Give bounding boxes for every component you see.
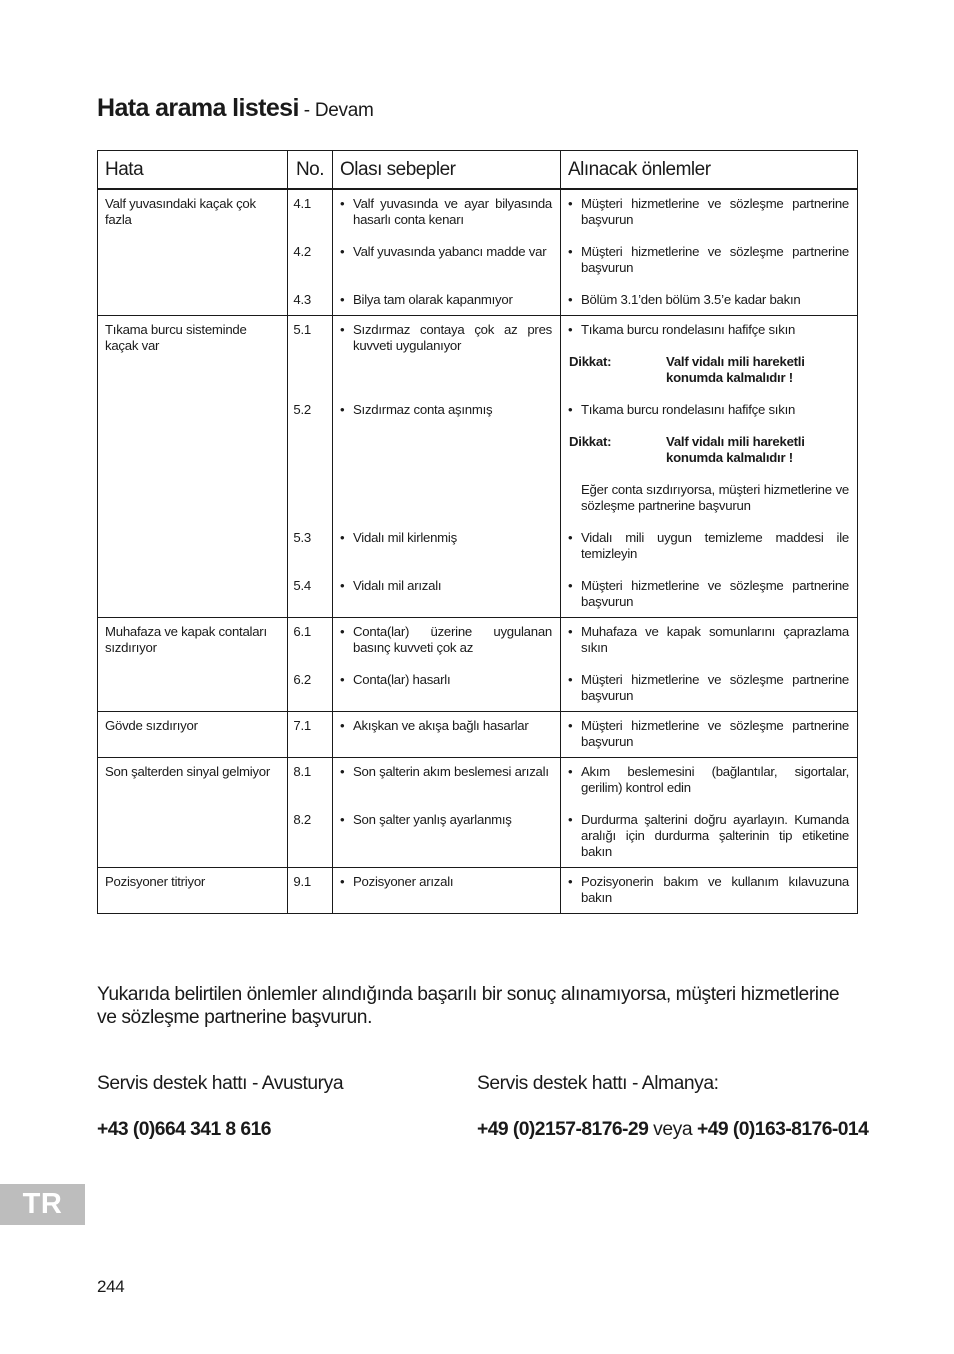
table-row <box>98 712 858 758</box>
cause-text: • Son şalter yanlış ayarlanmış <box>333 812 552 828</box>
item-number: 4.1 <box>293 196 311 211</box>
table-header <box>98 151 858 190</box>
item-number: 4.3 <box>293 292 311 307</box>
table-body <box>98 189 858 914</box>
fault-cell: Valf yuvasındaki kaçak çok fazla <box>98 189 288 316</box>
phone-austria: +43 (0)664 341 8 616 <box>97 1119 271 1140</box>
action-text: • Muhafaza ve kapak somunlarını çaprazlama sıkın <box>561 624 849 656</box>
warning-text: Valf vidalı mili hareketli konumda kalmalıdır ! <box>666 434 805 465</box>
cause-text: • Valf yuvasında yabancı madde var <box>333 244 552 260</box>
cause-text: • Conta(lar) üzerine uygulanan basınç kuvveti çok az <box>333 624 552 656</box>
item-number: 6.1 <box>293 624 311 639</box>
number-cell <box>288 189 333 316</box>
action-text: • Vidalı mili uygun temizleme maddesi ile temizleyin <box>561 530 849 562</box>
cause-text: • Valf yuvasında ve ayar bilyasında hasarlı conta kenarı <box>333 196 552 228</box>
item-number: 7.1 <box>293 718 311 733</box>
action-text: • Müşteri hizmetlerine ve sözleşme partnerine başvurun <box>561 578 849 610</box>
action-text: • Akım beslemesini (bağlantılar, sigortalar, gerilim) kontrol edin <box>561 764 849 796</box>
cause-cell <box>333 712 561 758</box>
action-text: • Müşteri hizmetlerine ve sözleşme partnerine başvurun <box>561 244 849 276</box>
action-text: • Pozisyonerin bakım ve kullanım kılavuzuna bakın <box>561 874 849 906</box>
cause-text: • Sızdırmaz conta aşınmış <box>333 402 552 418</box>
action-text: • Tıkama burcu rondelasını hafifçe sıkın <box>561 402 849 418</box>
header-actions: Alınacak önlemler <box>561 151 858 190</box>
action-cell <box>561 618 858 712</box>
troubleshooting-table <box>97 150 858 914</box>
action-cell <box>561 868 858 914</box>
cause-text: • Vidalı mil kirlenmiş <box>333 530 552 546</box>
cause-cell <box>333 618 561 712</box>
number-cell <box>288 316 333 618</box>
action-cell <box>561 189 858 316</box>
cause-text: • Pozisyoner arızalı <box>333 874 552 890</box>
page-title <box>97 94 374 123</box>
phone-germany-1: +49 (0)2157-8176-29 <box>477 1119 649 1140</box>
item-number: 6.2 <box>293 672 311 687</box>
table-row <box>98 758 858 868</box>
service-germany-phones <box>477 1119 868 1141</box>
fault-cell: Muhafaza ve kapak contaları sızdırıyor <box>98 618 288 712</box>
action-text: • Durdurma şalterini doğru ayarlayın. Kumanda aralığı için durdurma şalterinin tip etiketine bakın <box>561 812 849 860</box>
action-cell <box>561 758 858 868</box>
fault-cell: Tıkama burcu sisteminde kaçak var <box>98 316 288 618</box>
action-text: • Tıkama burcu rondelasını hafifçe sıkın <box>561 322 849 338</box>
table-row <box>98 189 858 316</box>
action-text: • Bölüm 3.1’den bölüm 3.5’e kadar bakın <box>561 292 849 308</box>
number-cell <box>288 712 333 758</box>
warning-note <box>561 354 849 386</box>
item-number: 8.2 <box>293 812 311 827</box>
table-row <box>98 316 858 618</box>
warning-label: Dikkat: <box>569 354 612 369</box>
item-number: 5.1 <box>293 322 311 337</box>
table-row <box>98 868 858 914</box>
title-main: Hata arama listesi <box>97 94 299 122</box>
header-causes: Olası sebepler <box>333 151 561 190</box>
note-paragraph: Yukarıda belirtilen önlemler alındığında başarılı bir sonuç alınamıyorsa, müşteri hizmetlerine ve sözleşme partnerine başvurun. <box>97 984 840 1028</box>
action-text: • Müşteri hizmetlerine ve sözleşme partnerine başvurun <box>561 196 849 228</box>
cause-text: • Conta(lar) hasarlı <box>333 672 552 688</box>
number-cell <box>288 618 333 712</box>
number-cell <box>288 868 333 914</box>
action-text: • Müşteri hizmetlerine ve sözleşme partnerine başvurun <box>561 718 849 750</box>
cause-text: • Akışkan ve akışa bağlı hasarlar <box>333 718 552 734</box>
cause-cell <box>333 316 561 618</box>
item-number: 5.3 <box>293 530 311 545</box>
warning-note <box>561 434 849 466</box>
cause-text: • Bilya tam olarak kapanmıyor <box>333 292 552 308</box>
phone-germany-2: +49 (0)163-8176-014 <box>697 1119 869 1140</box>
item-number: 5.2 <box>293 402 311 417</box>
cause-text: • Vidalı mil arızalı <box>333 578 552 594</box>
cause-cell <box>333 868 561 914</box>
title-sub: - Devam <box>298 100 374 121</box>
cause-cell <box>333 189 561 316</box>
header-fault: Hata <box>98 151 288 190</box>
fault-cell: Pozisyoner titriyor <box>98 868 288 914</box>
service-germany-label: Servis destek hattı - Almanya: <box>477 1073 719 1094</box>
item-number: 9.1 <box>293 874 311 889</box>
header-no: No. <box>288 151 333 190</box>
action-cell <box>561 316 858 618</box>
warning-label: Dikkat: <box>569 434 612 449</box>
table-row <box>98 618 858 712</box>
item-number: 8.1 <box>293 764 311 779</box>
item-number: 5.4 <box>293 578 311 593</box>
action-text: Eğer conta sızdırıyorsa, müşteri hizmetlerine ve sözleşme partnerine başvurun <box>581 482 849 513</box>
fault-cell: Gövde sızdırıyor <box>98 712 288 758</box>
cause-cell <box>333 758 561 868</box>
service-austria-phone <box>97 1119 271 1141</box>
warning-text: Valf vidalı mili hareketli konumda kalmalıdır ! <box>666 354 805 385</box>
cause-text: • Sızdırmaz contaya çok az pres kuvveti uygulanıyor <box>333 322 552 354</box>
service-austria-label: Servis destek hattı - Avusturya <box>97 1073 344 1094</box>
number-cell <box>288 758 333 868</box>
action-text: • Müşteri hizmetlerine ve sözleşme partnerine başvurun <box>561 672 849 704</box>
language-tab: TR <box>0 1184 85 1225</box>
action-cell <box>561 712 858 758</box>
phone-connector: veya <box>648 1119 698 1140</box>
cause-text: • Son şalterin akım beslemesi arızalı <box>333 764 552 780</box>
fault-cell: Son şalterden sinyal gelmiyor <box>98 758 288 868</box>
page-number: 244 <box>97 1277 125 1296</box>
item-number: 4.2 <box>293 244 311 259</box>
